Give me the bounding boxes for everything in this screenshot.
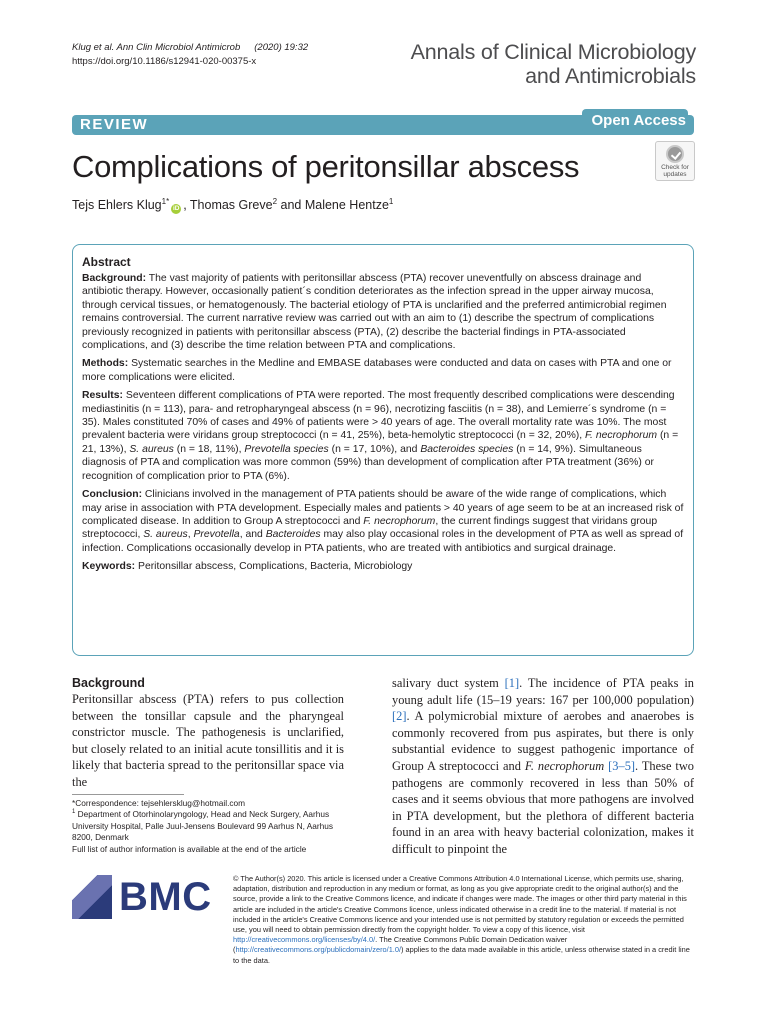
journal-name-line1: Annals of Clinical Microbiology xyxy=(410,40,696,64)
citation-header xyxy=(72,41,308,69)
conclusion-text: , and xyxy=(239,529,266,541)
abstract-box xyxy=(72,244,694,656)
article-type-label: REVIEW xyxy=(80,116,149,133)
conclusion-species: S. aureus xyxy=(143,529,188,541)
conclusion-text: may also play occasional roles in the development of PTA as well as spread of infection. Complications occasionally develop in PTA patients, who are treated with antibiotics and surgical drainage. xyxy=(82,529,684,554)
conclusion-species: Prevotella xyxy=(193,529,240,541)
abstract-keywords xyxy=(82,560,684,573)
citation-link-2[interactable]: [2] xyxy=(392,709,407,724)
citation-issue: (2020) 19:32 xyxy=(254,42,309,53)
results-species: S. aureus xyxy=(129,443,174,455)
conclusion-text: Clinicians involved in the management of PTA patients should be aware of the wide range of complications, which may arise in association with PTA development. Especially males and patients > 40 years of age seem to be at an increased risk of complicated disease. In addition to Group A streptococci and xyxy=(82,489,684,527)
author-1[interactable]: Tejs Ehlers Klug xyxy=(72,198,162,212)
author-3-affiliation: 1 xyxy=(388,196,394,206)
abstract-background xyxy=(82,272,684,352)
public-domain-link[interactable]: http://creativecommons.org/publicdomain/zero/1.0/ xyxy=(235,945,402,955)
article-type-banner xyxy=(72,112,694,135)
affiliation-number: 1 xyxy=(72,809,76,816)
author-list xyxy=(72,197,393,214)
license-text: . The Creative Commons Public Domain Dedication waiver ( xyxy=(233,935,568,955)
publisher-logo xyxy=(72,872,214,922)
species-name: F. necrophorum xyxy=(524,758,605,773)
conclusion-text: , the current findings suggest that viridans group streptococci, xyxy=(82,515,658,541)
footnote-divider xyxy=(72,794,184,795)
citation-link-1[interactable]: [1] xyxy=(504,676,520,690)
abstract-results xyxy=(82,389,684,483)
conclusion-species: F. necrophorum xyxy=(363,515,436,527)
results-text: Seventeen different complications of PTA were reported. The most frequently described complications were descending mediastinitis (n = 113), para- and retropharyngeal abscess (n = 96), necrotizing fasciitis (n = 38), and Lemierre´s syndrome (n = 35). Males constituted 70% of cases and 49% of patients were > 40 years of age. The overall mortality rate was 10%. The most prevalent bacteria were viridans group streptococci (n = 41, 25%), beta-hemolytic streptococci (n = 32, 20%), xyxy=(82,390,675,442)
body-column-right xyxy=(392,675,694,858)
journal-name xyxy=(396,40,696,88)
methods-text: Systematic searches in the Medline and EMBASE databases were conducted and data on cases with PTA and one or more complications were elicited. xyxy=(82,358,672,383)
journal-name-line2: and Antimicrobials xyxy=(525,64,696,88)
results-species: Prevotella species xyxy=(244,443,329,455)
results-species: F. necrophorum xyxy=(585,430,658,442)
results-text: (n = 14, 9%). Simultaneous diagnosis of PTA and complication was more common (59%) than development of complication after PTA treatment (36%) or recognition of complication prior to PTA (6%). xyxy=(82,443,654,482)
check-for-updates-button[interactable] xyxy=(655,141,695,181)
author-info-note: Full list of author information is available at the end of the article xyxy=(72,843,307,854)
citation-authors: Klug et al. Ann Clin Microbiol Antimicrob xyxy=(72,42,241,53)
license-link[interactable]: http://creativecommons.org/licenses/by/4.0/ xyxy=(233,935,376,945)
background-text: The vast majority of patients with peritonsillar abscess (PTA) recover uneventfully on abscess drainage and antibiotic therapy. However, occasionally patient´s condition deteriorates as the infection spread in the upper airway mucosa, through cervical tissues, or hematogenously. The bacterial etiology of PTA is unclarified and the preferred antimicrobial regimen remains controversial. The current narrative review was carried out with an aim to (1) describe the spectrum of complications previously recognized in patients with peritonsillar abscess (PTA), (2) describe the bacterial findings in PTA-associated complications, and (3) describe the time relation between PTA and complications. xyxy=(82,273,667,352)
methods-label: Methods: xyxy=(82,358,129,370)
abstract-heading: Abstract xyxy=(82,255,131,269)
keywords-label: Keywords: xyxy=(82,561,136,573)
body-text: salivary duct system xyxy=(392,676,505,690)
footnotes xyxy=(72,794,344,855)
background-label: Background: xyxy=(82,273,147,284)
conclusion-text: , xyxy=(187,529,194,541)
bmc-logo-gradient xyxy=(72,875,112,919)
results-text: (n = 17, 10%), and xyxy=(328,443,421,455)
results-text: (n = 21, 13%), xyxy=(82,430,679,455)
bmc-logo-icon xyxy=(72,875,112,919)
conclusion-label: Conclusion: xyxy=(82,489,143,501)
correspondence-note: *Correspondence: tejsehlersklug@hotmail.com xyxy=(72,798,246,808)
affiliation-text: Department of Otorhinolaryngology, Head and Neck Surgery, Aarhus University Hospital, Palle Juul-Jensens Boulevard 99 Aarhus N, Aarhus 8200, Denmark xyxy=(72,809,334,843)
results-label: Results: xyxy=(82,390,123,402)
body-text: . These two pathogens are commonly recovered in less than 50% of cases and it seems obvious that more pathogens are involved in PTA development, but the plethora of different bacteria found in an area with heavy bacterial colonization, makes it difficult to pinpoint the xyxy=(392,758,694,856)
keywords-text: Peritonsillar abscess, Complications, Bacteria, Microbiology xyxy=(138,561,413,573)
body-column-left xyxy=(72,675,344,791)
doi-link[interactable]: https://doi.org/10.1186/s12941-020-00375-x xyxy=(72,56,257,67)
conclusion-species: Bacteroides xyxy=(265,529,321,541)
license-text: © The Author(s) 2020. This article is licensed under a Creative Commons Attribution 4.0 International License, which permits use, sharing, adaptation, distribution and reproduction in any medium or format, as long as you give appropriate credit to the original author(s) and the source, provide a link to the Creative Commons licence, and indicate if changes were made. The images or other third party material in this article are included in the article's Creative Commons licence, unless indicated otherwise in a credit line to the material. If material is not included in the article's Creative Commons licence and your intended use is not permitted by statutory regulation or exceeds the permitted use, you will need to obtain permission directly from the copyright holder. To view a copy of this licence, visit xyxy=(233,874,687,935)
bmc-logo-text: BMC xyxy=(119,875,212,919)
check-updates-line1: Check for xyxy=(661,164,689,171)
author-2[interactable]: , Thomas Greve xyxy=(183,198,273,212)
author-1-affiliation: 1* xyxy=(161,196,170,206)
section-heading-background: Background xyxy=(72,676,145,690)
body-paragraph: Peritonsillar abscess (PTA) refers to pus collection between the tonsillar capsule and the pharyngeal constrictor muscle. The pathogenesis is unclarified, but closely related to an initial acute tonsillitis and it is likely that bacteria spread to the peritonsillar space via the xyxy=(72,692,344,789)
article-title: Complications of peritonsillar abscess xyxy=(72,149,580,184)
license-text: ) applies to the data made available in this article, unless otherwise stated in a credit line to the data. xyxy=(233,945,690,965)
body-paragraph xyxy=(392,675,694,858)
affiliation-note xyxy=(72,809,344,843)
body-text: . A polymicrobial mixture of aerobes and anaerobes is commonly recovered from pus aspirates, but there is only substantial evidence to suggest pathogenic importance of Group A streptococci and xyxy=(392,709,694,773)
check-updates-line2: updates xyxy=(663,171,687,178)
orcid-icon[interactable]: iD xyxy=(172,205,180,212)
results-text: (n = 18, 11%), xyxy=(173,443,245,455)
open-access-badge: Open Access xyxy=(582,109,689,133)
body-text: . The incidence of PTA peaks in young adult life (15–19 years: 167 per 100,000 population) xyxy=(392,676,694,707)
check-updates-icon xyxy=(666,145,684,163)
abstract-methods xyxy=(82,357,684,384)
author-2-affiliation: 2 xyxy=(272,196,278,206)
license-statement xyxy=(233,874,696,966)
citation-link-3[interactable]: [3–5] xyxy=(608,758,636,773)
results-species: Bacteroides species xyxy=(420,443,514,455)
author-3[interactable]: and Malene Hentze xyxy=(277,198,389,212)
abstract-conclusion xyxy=(82,488,684,555)
